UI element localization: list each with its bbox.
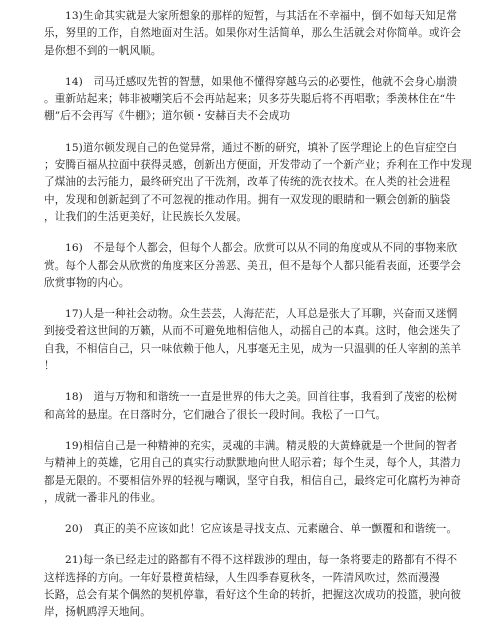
paragraph bbox=[44, 389, 456, 424]
paragraph-line: 18) 道与万物和和谐统一一直是世界的伟大之美。回首往事，我看到了茂密的松树 bbox=[65, 391, 458, 404]
paragraph-line: ；安腾百福从拉面中获得灵感，创新出方便面，开发带动了一个新产业；乔利在工作中发现 bbox=[44, 159, 472, 172]
paragraph-line: 14) 司马迁感叹先哲的智慧，如果他不懂得穿越乌云的必要性，他就不会身心崩溃 bbox=[65, 75, 458, 88]
paragraph-line: 都是无限的。不要相信外界的轻视与嘲讽，坚守自我，相信自己，最终定可化腐朽为神奇 bbox=[44, 474, 462, 487]
paragraph-line: 岸，扬帆鸥浮天地间。 bbox=[44, 606, 151, 619]
paragraph-line: ，成就一番非凡的伟业。 bbox=[44, 491, 162, 504]
paragraph bbox=[44, 140, 472, 226]
paragraph-line: 和高耸的悬崖。在日落时分，它们融合了很长一段时间。我松了一口气。 bbox=[44, 408, 387, 421]
paragraph-line: 21)每一条已经走过的路都有不得不这样跋涉的理由，每一条将要走的路都有不得不 bbox=[65, 554, 458, 567]
paragraph-line: 15)道尔顿发现自己的色觉异常，通过不断的研究，填补了医学理论上的色盲症空白 bbox=[65, 141, 458, 154]
paragraph-line: 与精神上的英雄，它用自己的真实行动默默地向世人昭示着；每个生灵，每个人，其潜力 bbox=[44, 457, 462, 470]
paragraph-line: 是你想不到的一帆风顺。 bbox=[44, 44, 162, 57]
paragraph-line: 13)生命其实就是大家所想象的那样的短暂，与其活在不幸福中，倒不如每天知足常 bbox=[65, 10, 458, 22]
paragraph-line: 了煤油的去污能力，最终研究出了干洗剂，改革了传统的洗衣技术。在人类的社会进程 bbox=[44, 176, 451, 189]
paragraph bbox=[44, 240, 462, 292]
paragraph-line: 这样选择的方向。一年好景橙黄桔绿，人生四季春夏秋冬，一阵清风吹过，然而漫漫 bbox=[44, 571, 440, 584]
paragraph-line: 19)相信自己是一种精神的充实，灵魂的丰满。精灵般的大黄蜂就是一个世间的智者 bbox=[65, 439, 458, 452]
paragraph-line: ，让我们的生活更美好，让民族长久发展。 bbox=[44, 210, 248, 223]
paragraph-line: 到接受着这世间的万籁，从而不可避免地相信他人，动摇自己的本真。这时，他会迷失了 bbox=[44, 325, 462, 338]
paragraph bbox=[44, 552, 462, 621]
paragraph-line: 20) 真正的美不应该如此！它应该是寻找支点、元素融合、单一颤覆和和谐统一。 bbox=[65, 523, 458, 536]
paragraph-line: 中，发现和创新起到了不可忽视的推动作用。拥有一双发现的眼睛和一颗会创新的脑袋 bbox=[44, 193, 451, 206]
paragraph-line: 。重新站起来；韩非被嘲笑后不会再站起来；贝多芬失聪后将不再唱歌；季羡林住在“牛 bbox=[44, 93, 456, 106]
paragraph-line: 赏。每个人都会从欣赏的角度来区分善恶、美丑，但不是每个人都只能看表面，还要学会 bbox=[44, 259, 462, 272]
paragraph bbox=[44, 8, 462, 60]
paragraph-line: 自我，不相信自己，只一味依赖于他人，凡事毫无主见，成为一只温驯的任人宰割的羔羊 bbox=[44, 342, 462, 355]
paragraph bbox=[44, 74, 456, 126]
paragraph-line: 棚”后不会再写《牛棚》；道尔顿・安赫百夫不会成功 bbox=[44, 110, 291, 123]
paragraph-line: 16) 不是每个人都会，但每个人都会。欣赏可以从不同的角度或从不同的事物来欣 bbox=[65, 242, 458, 255]
paragraph-line: 长路，总会有某个偶然的契机停靠，看好这个生命的转折，把握这次成功的投篮，驶向彼 bbox=[44, 589, 462, 602]
paragraph-line: ！ bbox=[44, 360, 55, 373]
paragraph-line: 乐，努里的工作，自然地面对生活。如果你对生活简单，那么生活就会对你简单。或许会 bbox=[44, 27, 462, 40]
paragraph bbox=[44, 306, 462, 375]
paragraph bbox=[44, 521, 456, 538]
paragraph-line: 欣赏事物的内心。 bbox=[44, 276, 130, 289]
paragraph-line: 17)人是一种社会动物。众生芸芸，人海茫茫，人耳总是张大了耳聊，兴奋而又迷惘 bbox=[65, 308, 458, 321]
paragraph bbox=[44, 438, 462, 507]
